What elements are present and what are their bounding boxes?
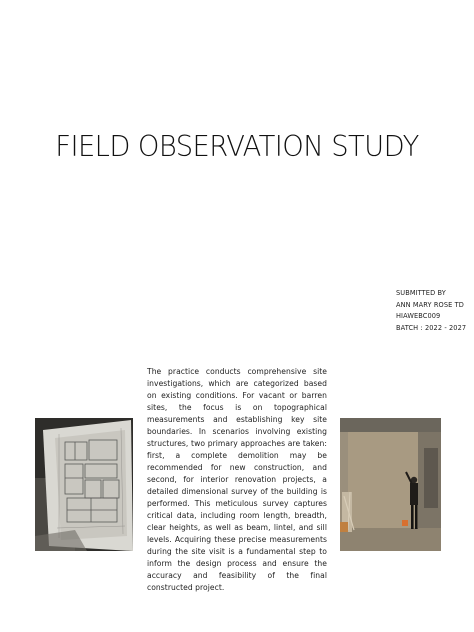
submission-info [396,288,466,334]
submitted-by-label: SUBMITTED BY [396,289,446,297]
author-name: ANN MARY ROSE TD [396,300,464,309]
floor-plan-photo [35,418,133,551]
body-paragraph: The practice conducts comprehensive site investigations, which are categorized based on existing conditions. For vacant or barren sites, the focus is on topographical measurements and establishing key site boundaries. In scenarios involving existing structures, two primary approaches are taken: first, a complete demolition may be recommended for new construction, and second, for interior renovation projects, a detailed dimensional survey of the building is performed. This meticulous survey captures critical data, including room length, breadth, clear heights, as well as beam, lintel, and sill levels. Acquiring these precise measurements during the site visit is a fundamental step to inform the design process and ensure the accuracy and feasibility of the final constructed project. [147,367,327,592]
batch-info: BATCH : 2022 - 2027 [396,323,467,332]
site-interior-photo [340,418,441,551]
page-title: FIELD OBSERVATION STUDY [55,130,419,163]
student-id: HIAWEBC009 [396,312,441,321]
